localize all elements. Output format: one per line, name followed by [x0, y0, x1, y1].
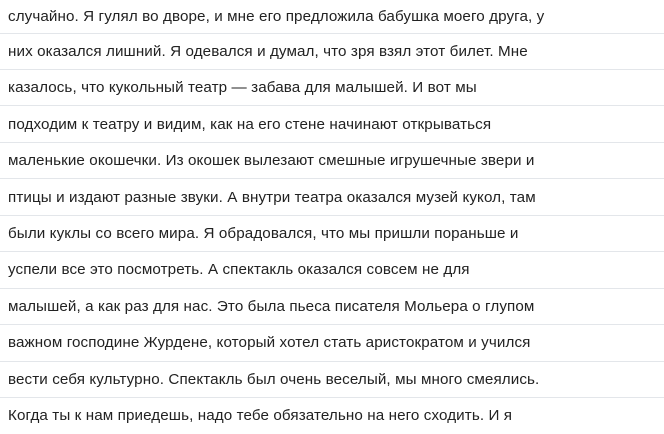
text-line: успели все это посмотреть. А спектакль оказался совсем не для: [8, 261, 470, 279]
text-line: подходим к театру и видим, как на его стене начинают открываться: [8, 115, 492, 133]
text-line: малышей, а как раз для нас. Это была пьеса писателя Мольера о глупом: [8, 297, 535, 315]
text-line: них оказался лишний. Я одевался и думал, что зря взял этот билет. Мне: [8, 43, 528, 60]
text-line: вести себя культурно. Спектакль был очень веселый, мы много смеялись.: [8, 370, 540, 388]
text-line: казалось, что кукольный театр — забава для малышей. И вот мы: [8, 79, 477, 97]
text-line: птицы и издают разные звуки. А внутри театра оказался музей кукол, там: [8, 188, 536, 206]
text-line: были куклы со всего мира. Я обрадовался, что мы пришли пораньше и: [8, 224, 519, 242]
text-line: Когда ты к нам приедешь, надо тебе обязательно на него сходить. И я: [8, 406, 513, 424]
text-line: случайно. Я гулял во дворе, и мне его предложила бабушка моего друга, у: [8, 8, 545, 25]
text-line: важном господине Журдене, который хотел стать аристократом и учился: [8, 334, 531, 352]
text-line: маленькие окошечки. Из окошек вылезают смешные игрушечные звери и: [8, 152, 535, 170]
